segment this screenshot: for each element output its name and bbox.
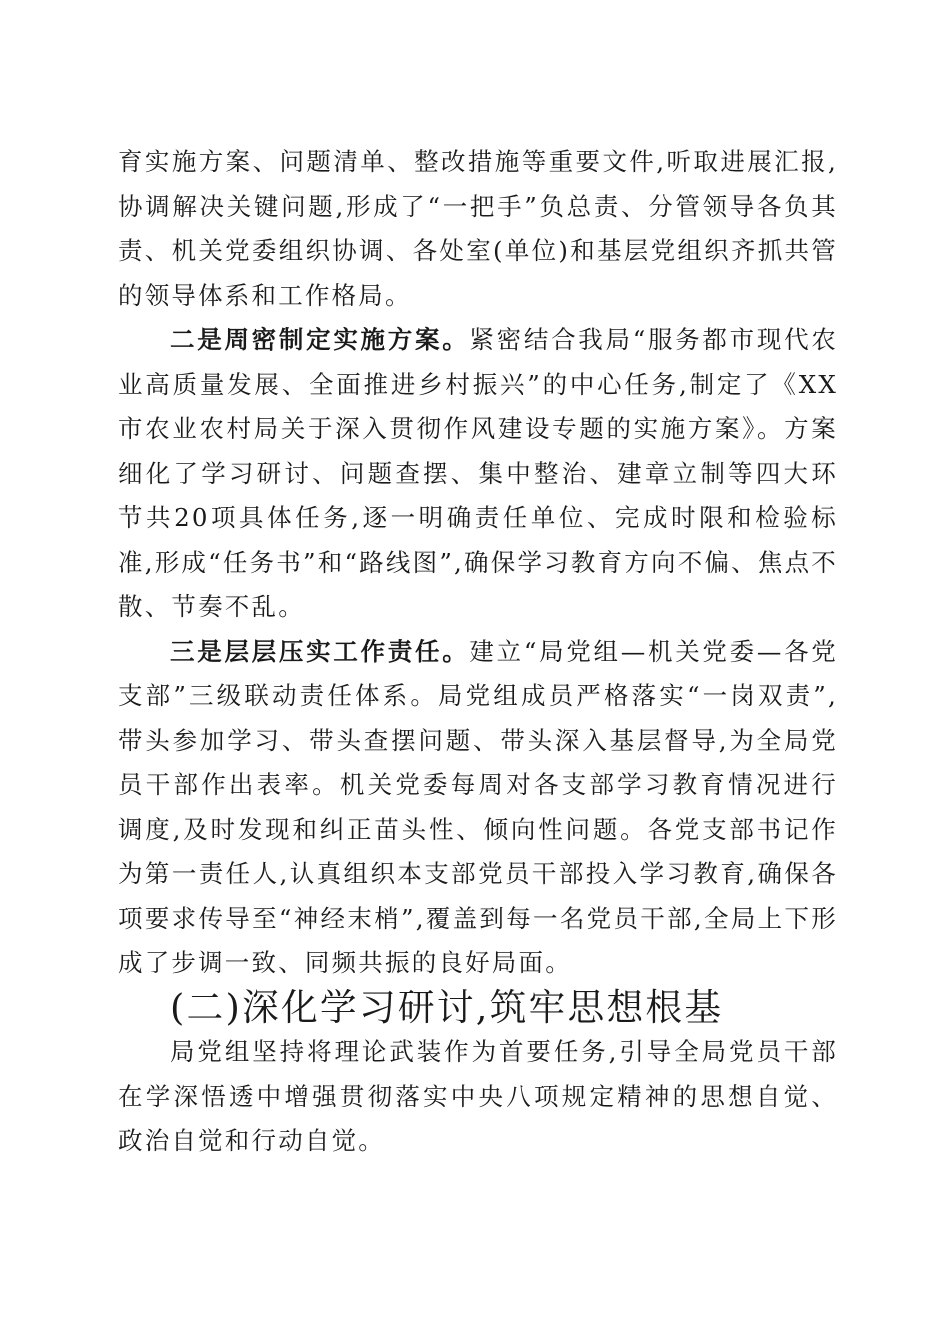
paragraph-lead: 二是周密制定实施方案。	[170, 325, 470, 354]
paragraph-responsibility	[118, 630, 838, 986]
paragraph-text: 育实施方案、问题清单、整改措施等重要文件,听取进展汇报,协调解决关键问题,形成了“一把手”负总责、分管领导各负其责、机关党委组织协调、各处室(单位)和基层党组织齐抓共管的领导体系和工作格局。	[118, 147, 838, 310]
paragraph-text: 建立“局党组—机关党委—各党支部”三级联动责任体系。局党组成员严格落实“一岗双责”,带头参加学习、带头查摆问题、带头深入基层督导,为全局党员干部作出表率。机关党委每周对各支部学习教育情况进行调度,及时发现和纠正苗头性、倾向性问题。各党支部书记作为第一责任人,认真组织本支部党员干部投入学习教育,确保各项要求传导至“神经末梢”,覆盖到每一名党员干部,全局上下形成了步调一致、同频共振的良好局面。	[118, 636, 838, 977]
paragraph-text: 紧密结合我局“服务都市现代农业高质量发展、全面推进乡村振兴”的中心任务,制定了《XX市农业农村局关于深入贯彻作风建设专题的实施方案》。方案细化了学习研讨、问题查摆、集中整治、建章立制等四大环节共20项具体任务,逐一明确责任单位、完成时限和检验标准,形成“任务书”和“路线图”,确保学习教育方向不偏、焦点不散、节奏不乱。	[118, 325, 838, 621]
section-heading: (二)深化学习研讨,筑牢思想根基	[170, 985, 724, 1029]
paragraph-lead: 三是层层压实工作责任。	[170, 636, 470, 666]
document-page	[118, 140, 838, 1164]
paragraph-implementation-plan	[118, 318, 838, 630]
paragraph-continuation	[118, 140, 838, 318]
paragraph-text: 局党组坚持将理论武装作为首要任务,引导全局党员干部在学深悟透中增强贯彻落实中央八项规定精神的思想自觉、政治自觉和行动自觉。	[118, 1037, 838, 1155]
paragraph-closing	[118, 1030, 838, 1164]
